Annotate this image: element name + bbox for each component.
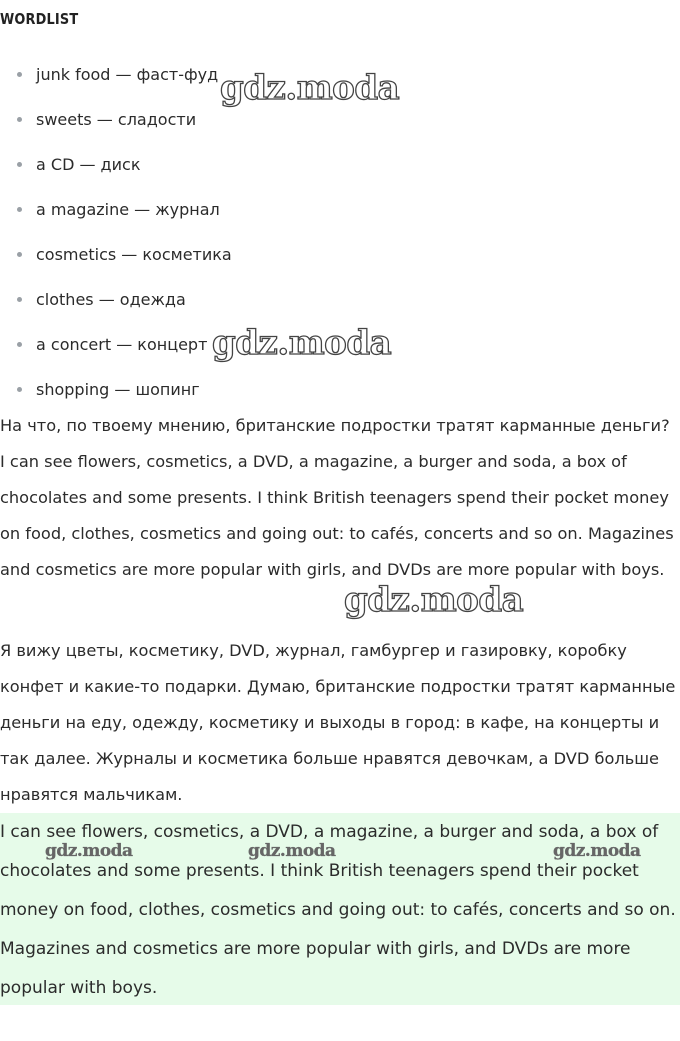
answer-paragraph: I can see flowers, cosmetics, a DVD, a magazine, a burger and soda, a box of chocolates and some presents. I think British teenagers spend their pocket money on food, clothes, cosmetics and going out: to cafés, concerts and so on. Magazines and cosmetics are more popular with girls, and DVDs are more popular with boys. <box>0 822 676 998</box>
wordlist-item <box>0 52 232 97</box>
wordlist-item <box>0 142 232 187</box>
bullet-icon <box>17 342 22 347</box>
watermark-logo: gdz.moda <box>553 841 641 861</box>
wordlist <box>0 52 232 412</box>
bullet-icon <box>17 297 22 302</box>
bullet-icon <box>17 387 22 392</box>
watermark-logo: gdz.moda <box>220 68 400 108</box>
wordlist-heading: WORDLIST <box>0 10 79 28</box>
bullet-icon <box>17 162 22 167</box>
russian-paragraph: Я вижу цветы, косметику, DVD, журнал, гамбургер и газировку, коробку конфет и какие-то подарки. Думаю, британские подростки тратят карманные деньги на еду, одежду, косметику и выходы в город: в кафе, на концерты и так далее. Журналы и косметика больше нравятся девочкам, а DVD больше нравятся мальчикам. <box>0 641 676 804</box>
watermark-logo: gdz.moda <box>45 841 133 861</box>
wordlist-item-text: a concert — концерт <box>36 335 208 354</box>
wordlist-item-text: junk food — фаст-фуд <box>36 65 219 84</box>
wordlist-item <box>0 367 232 412</box>
wordlist-item <box>0 322 232 367</box>
wordlist-item-text: clothes — одежда <box>36 290 186 309</box>
wordlist-item <box>0 97 232 142</box>
english-paragraph: I can see flowers, cosmetics, a DVD, a magazine, a burger and soda, a box of chocolates and some presents. I think British teenagers spend their pocket money on food, clothes, cosmetics and going out: to cafés, concerts and so on. Magazines and cosmetics are more popular with girls, and DVDs are more popular with boys. <box>0 452 674 579</box>
answer-box <box>0 813 680 1005</box>
bullet-icon <box>17 207 22 212</box>
bullet-icon <box>17 252 22 257</box>
wordlist-item-text: a magazine — журнал <box>36 200 220 219</box>
watermark-logo: gdz.moda <box>344 580 524 620</box>
wordlist-item <box>0 277 232 322</box>
wordlist-item-text: shopping — шопинг <box>36 380 200 399</box>
wordlist-item-text: sweets — сладости <box>36 110 197 129</box>
bullet-icon <box>17 72 22 77</box>
question-text: На что, по твоему мнению, британские подростки тратят карманные деньги? <box>0 416 670 435</box>
watermark-logo: gdz.moda <box>212 323 392 363</box>
wordlist-item-text: a CD — диск <box>36 155 141 174</box>
watermark-logo: gdz.moda <box>248 841 336 861</box>
bullet-icon <box>17 117 22 122</box>
wordlist-item <box>0 187 232 232</box>
wordlist-item-text: cosmetics — косметика <box>36 245 232 264</box>
wordlist-item <box>0 232 232 277</box>
